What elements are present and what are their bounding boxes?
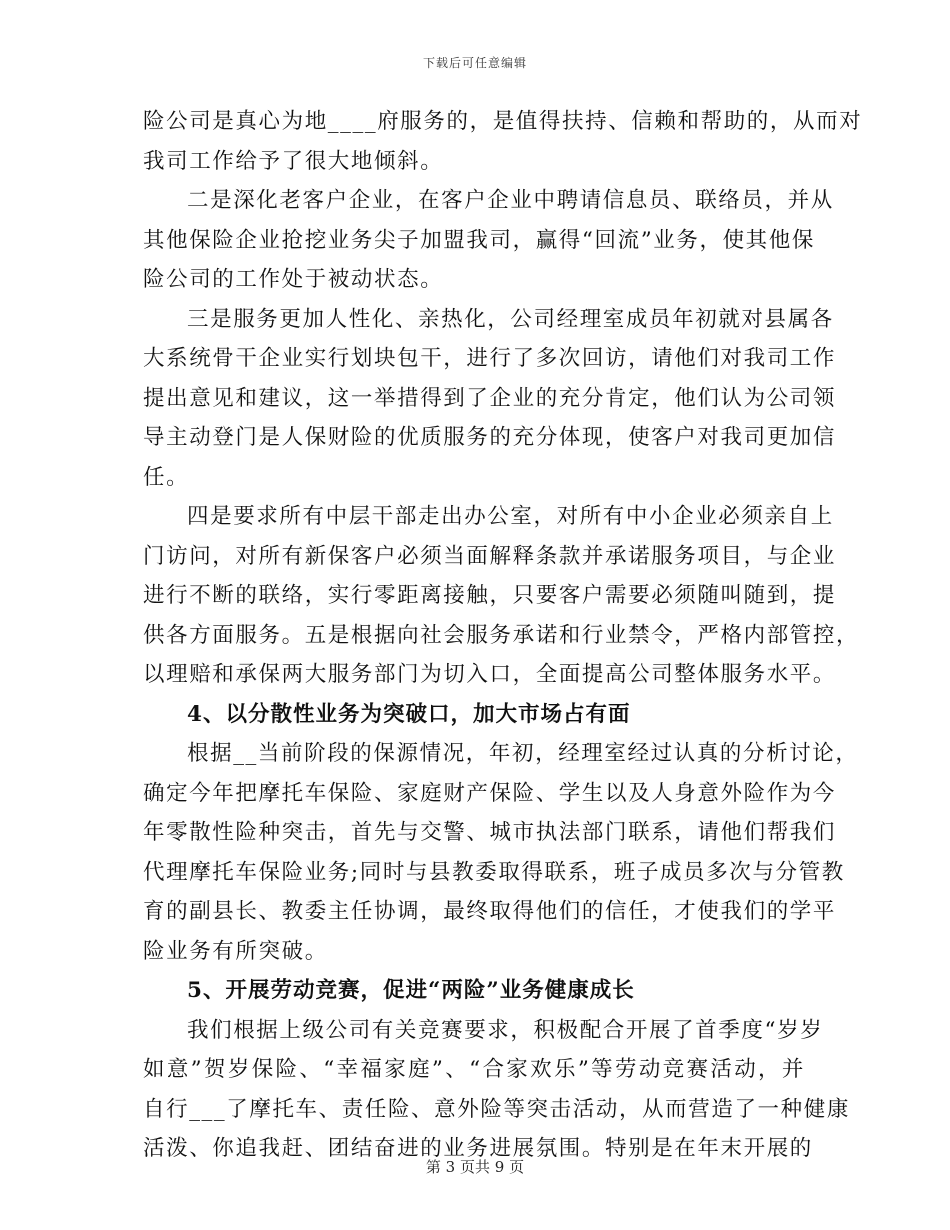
text-line: 进行不断的联络，实行零距离接触，只要客户需要必须随叫随到，提 xyxy=(143,583,837,608)
text-line: 育的副县长、教委主任协调，最终取得他们的信任，才使我们的学平 xyxy=(143,899,837,924)
text-line: 代理摩托车保险业务;同时与县教委取得联系，班子成员多次与分管教 xyxy=(143,859,845,885)
text-line: 以理赔和承保两大服务部门为切入口，全面提高公司整体服务水平。 xyxy=(143,662,837,687)
text-line: 我司工作给予了很大地倾斜。 xyxy=(143,148,444,174)
paragraph-start-line: 根据__当前阶段的保源情况，年初，经理室经过认真的分析讨论， xyxy=(187,741,859,766)
text-line: 提出意见和建议，这一举措得到了企业的充分肯定，他们认为公司领 xyxy=(143,385,837,411)
text-line: 确定今年把摩托车保险、家庭财产保险、学生以及人身意外险作为今 xyxy=(143,780,837,806)
page-header: 下载后可任意编辑 xyxy=(422,56,527,70)
text-line: 导主动登门是人保财险的优质服务的充分体现，使客户对我司更加信 xyxy=(143,425,837,450)
page-footer: 第 3 页共 9 页 xyxy=(425,1158,525,1176)
paragraph-start-line: 我们根据上级公司有关竞赛要求，积极配合开展了首季度“岁岁 xyxy=(187,1017,824,1043)
section-heading: 4、以分散性业务为突破口，加大市场占有面 xyxy=(187,701,631,727)
text-line: 险公司的工作处于被动状态。 xyxy=(143,267,444,292)
text-line: 年零散性险种突击，首先与交警、城市执法部门联系，请他们帮我们 xyxy=(143,820,837,845)
text-line: 大系统骨干企业实行划块包干，进行了多次回访，请他们对我司工作 xyxy=(143,346,837,371)
text-line: 如意”贺岁保险、“幸福家庭”、“合家欢乐”等劳动竞赛活动，并 xyxy=(143,1057,805,1082)
text-line: 险业务有所突破。 xyxy=(143,938,328,964)
text-line: 任。 xyxy=(143,464,190,490)
text-line: 自行___了摩托车、责任险、意外险等突击活动，从而营造了一种健康 xyxy=(143,1096,850,1122)
paragraph-start-line: 四是要求所有中层干部走出办公室，对所有中小企业必须亲自上 xyxy=(187,504,834,529)
paragraph-start-line: 二是深化老客户企业，在客户企业中聘请信息员、联络员，并从 xyxy=(187,188,834,213)
text-line: 险公司是真心为地____府服务的，是值得扶持、信赖和帮助的，从而对 xyxy=(143,109,863,134)
text-line: 其他保险企业抢挖业务尖子加盟我司，赢得“回流”业务，使其他保 xyxy=(143,227,815,253)
section-heading: 5、开展劳动竞赛，促进“两险”业务健康成长 xyxy=(187,978,635,1003)
document-body xyxy=(143,102,863,1169)
text-line: 供各方面服务。五是根据向社会服务承诺和行业禁令，严格内部管控， xyxy=(143,622,860,648)
text-line: 门访问，对所有新保客户必须当面解释条款并承诺服务项目，与企业 xyxy=(143,543,837,569)
text-line: 活泼、你追我赶、团结奋进的业务进展氛围。特别是在年末开展的 xyxy=(143,1136,813,1161)
paragraph-start-line: 三是服务更加人性化、亲热化，公司经理室成员年初就对县属各 xyxy=(187,306,834,332)
